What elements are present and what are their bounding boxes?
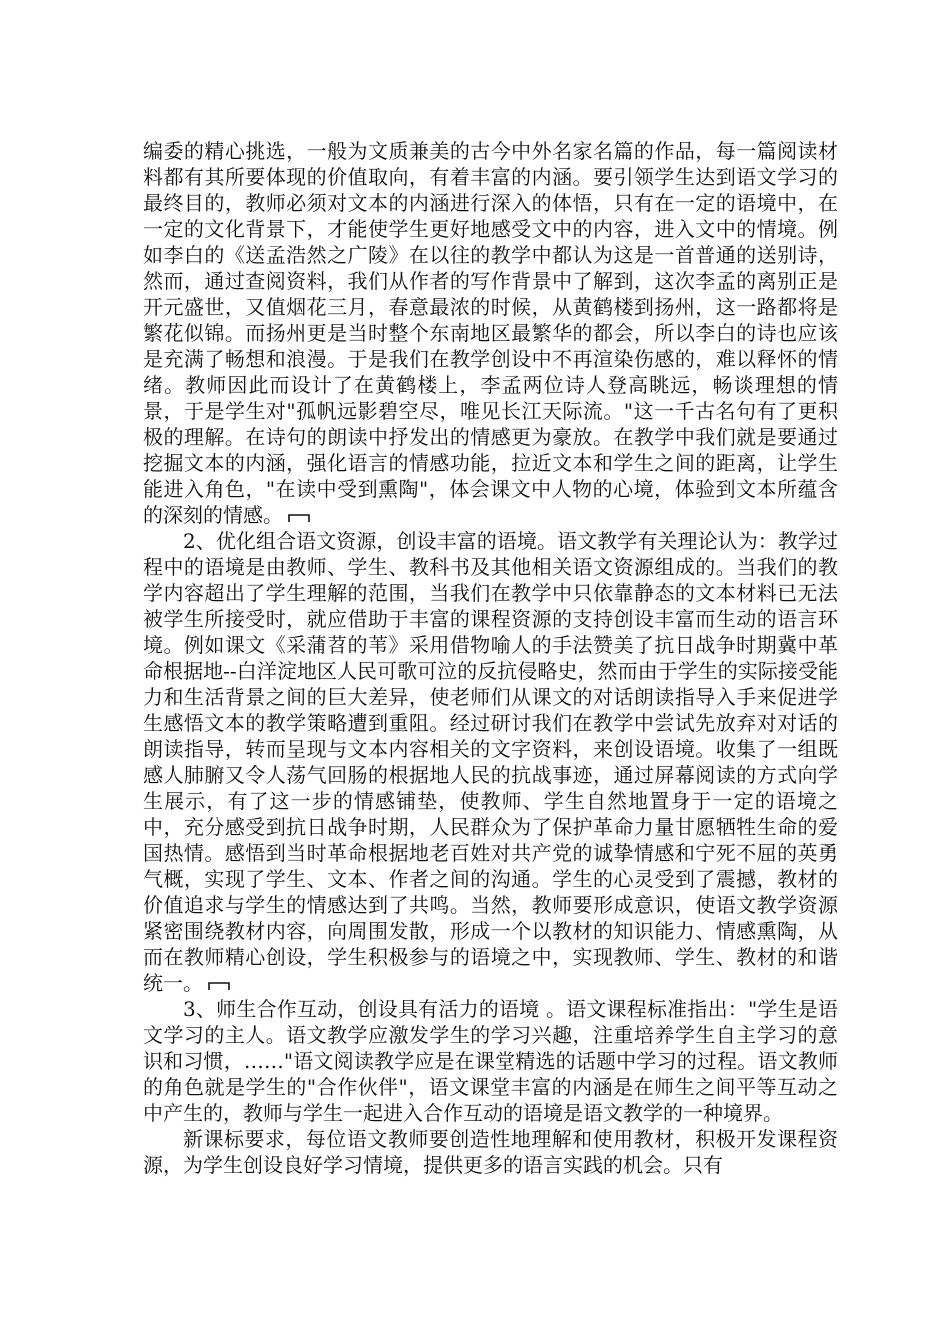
paragraph-2-text: 2、优化组合语文资源，创设丰富的语境。语文教学有关理论认为：教学过程中的语境是由教师、学生、教科书及其他相关语文资源组成的。当我们的教学内容超出了学生理解的范围，当我们在教学中只依靠静态的文本材料已无法被学生所接受时，就应借助于丰富的课程资源的支持创设丰富而生动的语言环境。例如课文《采蒲苕的苇》采用借物喻人的手法赞美了抗日战争时期冀中革命根据地--白洋淀地区人民可歌可泣的反抗侵略史，然而由于学生的实际接受能力和生活背景之间的巨大差异，使老师们从课文的对话朗读指导入手来促进学生感悟文本的教学策略遭到重阻。经过研讨我们在教学中尝试先放弃对对话的朗读指导，转而呈现与文本内容相关的文字资料，来创设语境。收集了一组既感人肺腑又令人荡气回肠的根据地人民的抗战事迹，通过屏幕阅读的方式向学生展示，有了这一步的情感铺垫，使教师、学生自然地置身于一定的语境之中，充分感受到抗日战争时期，人民群众为了保护革命力量甘愿牺牲生命的爱国热情。感悟到当时革命根据地老百姓对共产党的诚挚情感和宁死不屈的英勇气概，实现了学生、文本、作者之间的沟通。学生的心灵受到了震撼，教材的价值追求与学生的情感达到了共鸣。当然，教师要形成意识，使语文教学资源紧密围绕教材内容，向周围发散，形成一个以教材的知识能力、情感熏陶，从而在教师精心创设，学生积极参与的语境之中，实现教师、学生、教材的和谐统一。 [143, 529, 838, 995]
paragraph-1-text: 编委的精心挑选，一般为文质兼美的古今中外名家名篇的作品，每一篇阅读材料都有其所要体现的价值取向，有着丰富的内涵。要引领学生达到语文学习的最终目的，教师必须对文本的内涵进行深入的体悟，只有在一定的语境中，在一定的文化背景下，才能使学生更好地感受文中的内容，进入文中的情境。例如李白的《送孟浩然之广陵》在以往的教学中都认为这是一首普通的送别诗，然而，通过查阅资料，我们从作者的写作背景中了解到，这次李孟的离别正是开元盛世，又值烟花三月，春意最浓的时候，从黄鹤楼到扬州，这一路都将是繁花似锦。而扬州更是当时整个东南地区最繁华的都会，所以李白的诗也应该是充满了畅想和浪漫。于是我们在教学创设中不再渲染伤感的，难以释怀的情绪。教师因此而设计了在黄鹤楼上，李孟两位诗人登高眺远，畅谈理想的情景，于是学生对"孤帆远影碧空尽，唯见长江天际流。"这一千古名句有了更积极的理解。在诗句的朗读中抒发出的情感更为豪放。在教学中我们就是要通过挖掘文本的内涵，强化语言的情感功能，拉近文本和学生之间的距离，让学生能进入角色，"在读中受到熏陶"，体会课文中人物的心境，体验到文本所蕴含的深刻的情感。 [143, 139, 838, 527]
paragraph-end-mark-icon [207, 979, 231, 991]
paragraph-2 [143, 528, 838, 996]
paragraph-4 [143, 1126, 838, 1178]
paragraph-3-text: 3、师生合作互动，创设具有活力的语境 。语文课程标准指出："学生是语文学习的主人。语文教学应激发学生的学习兴趣，注重培养学生自主学习的意识和习惯，……"语文阅读教学应是在课堂精选的话题中学习的过程。语文教师的角色就是学生的"合作伙伴"，语文课堂丰富的内涵是在师生之间平等互动之中产生的，教师与学生一起进入合作互动的语境是语文教学的一种境界。 [143, 997, 838, 1125]
paragraph-3 [143, 996, 838, 1126]
paragraph-4-text: 新课标要求，每位语文教师要创造性地理解和使用教材，积极开发课程资源，为学生创设良好学习情境，提供更多的语言实践的机会。只有 [143, 1127, 838, 1177]
paragraph-end-mark-icon [287, 511, 311, 523]
document-body [143, 138, 838, 1178]
paragraph-1 [143, 138, 838, 528]
